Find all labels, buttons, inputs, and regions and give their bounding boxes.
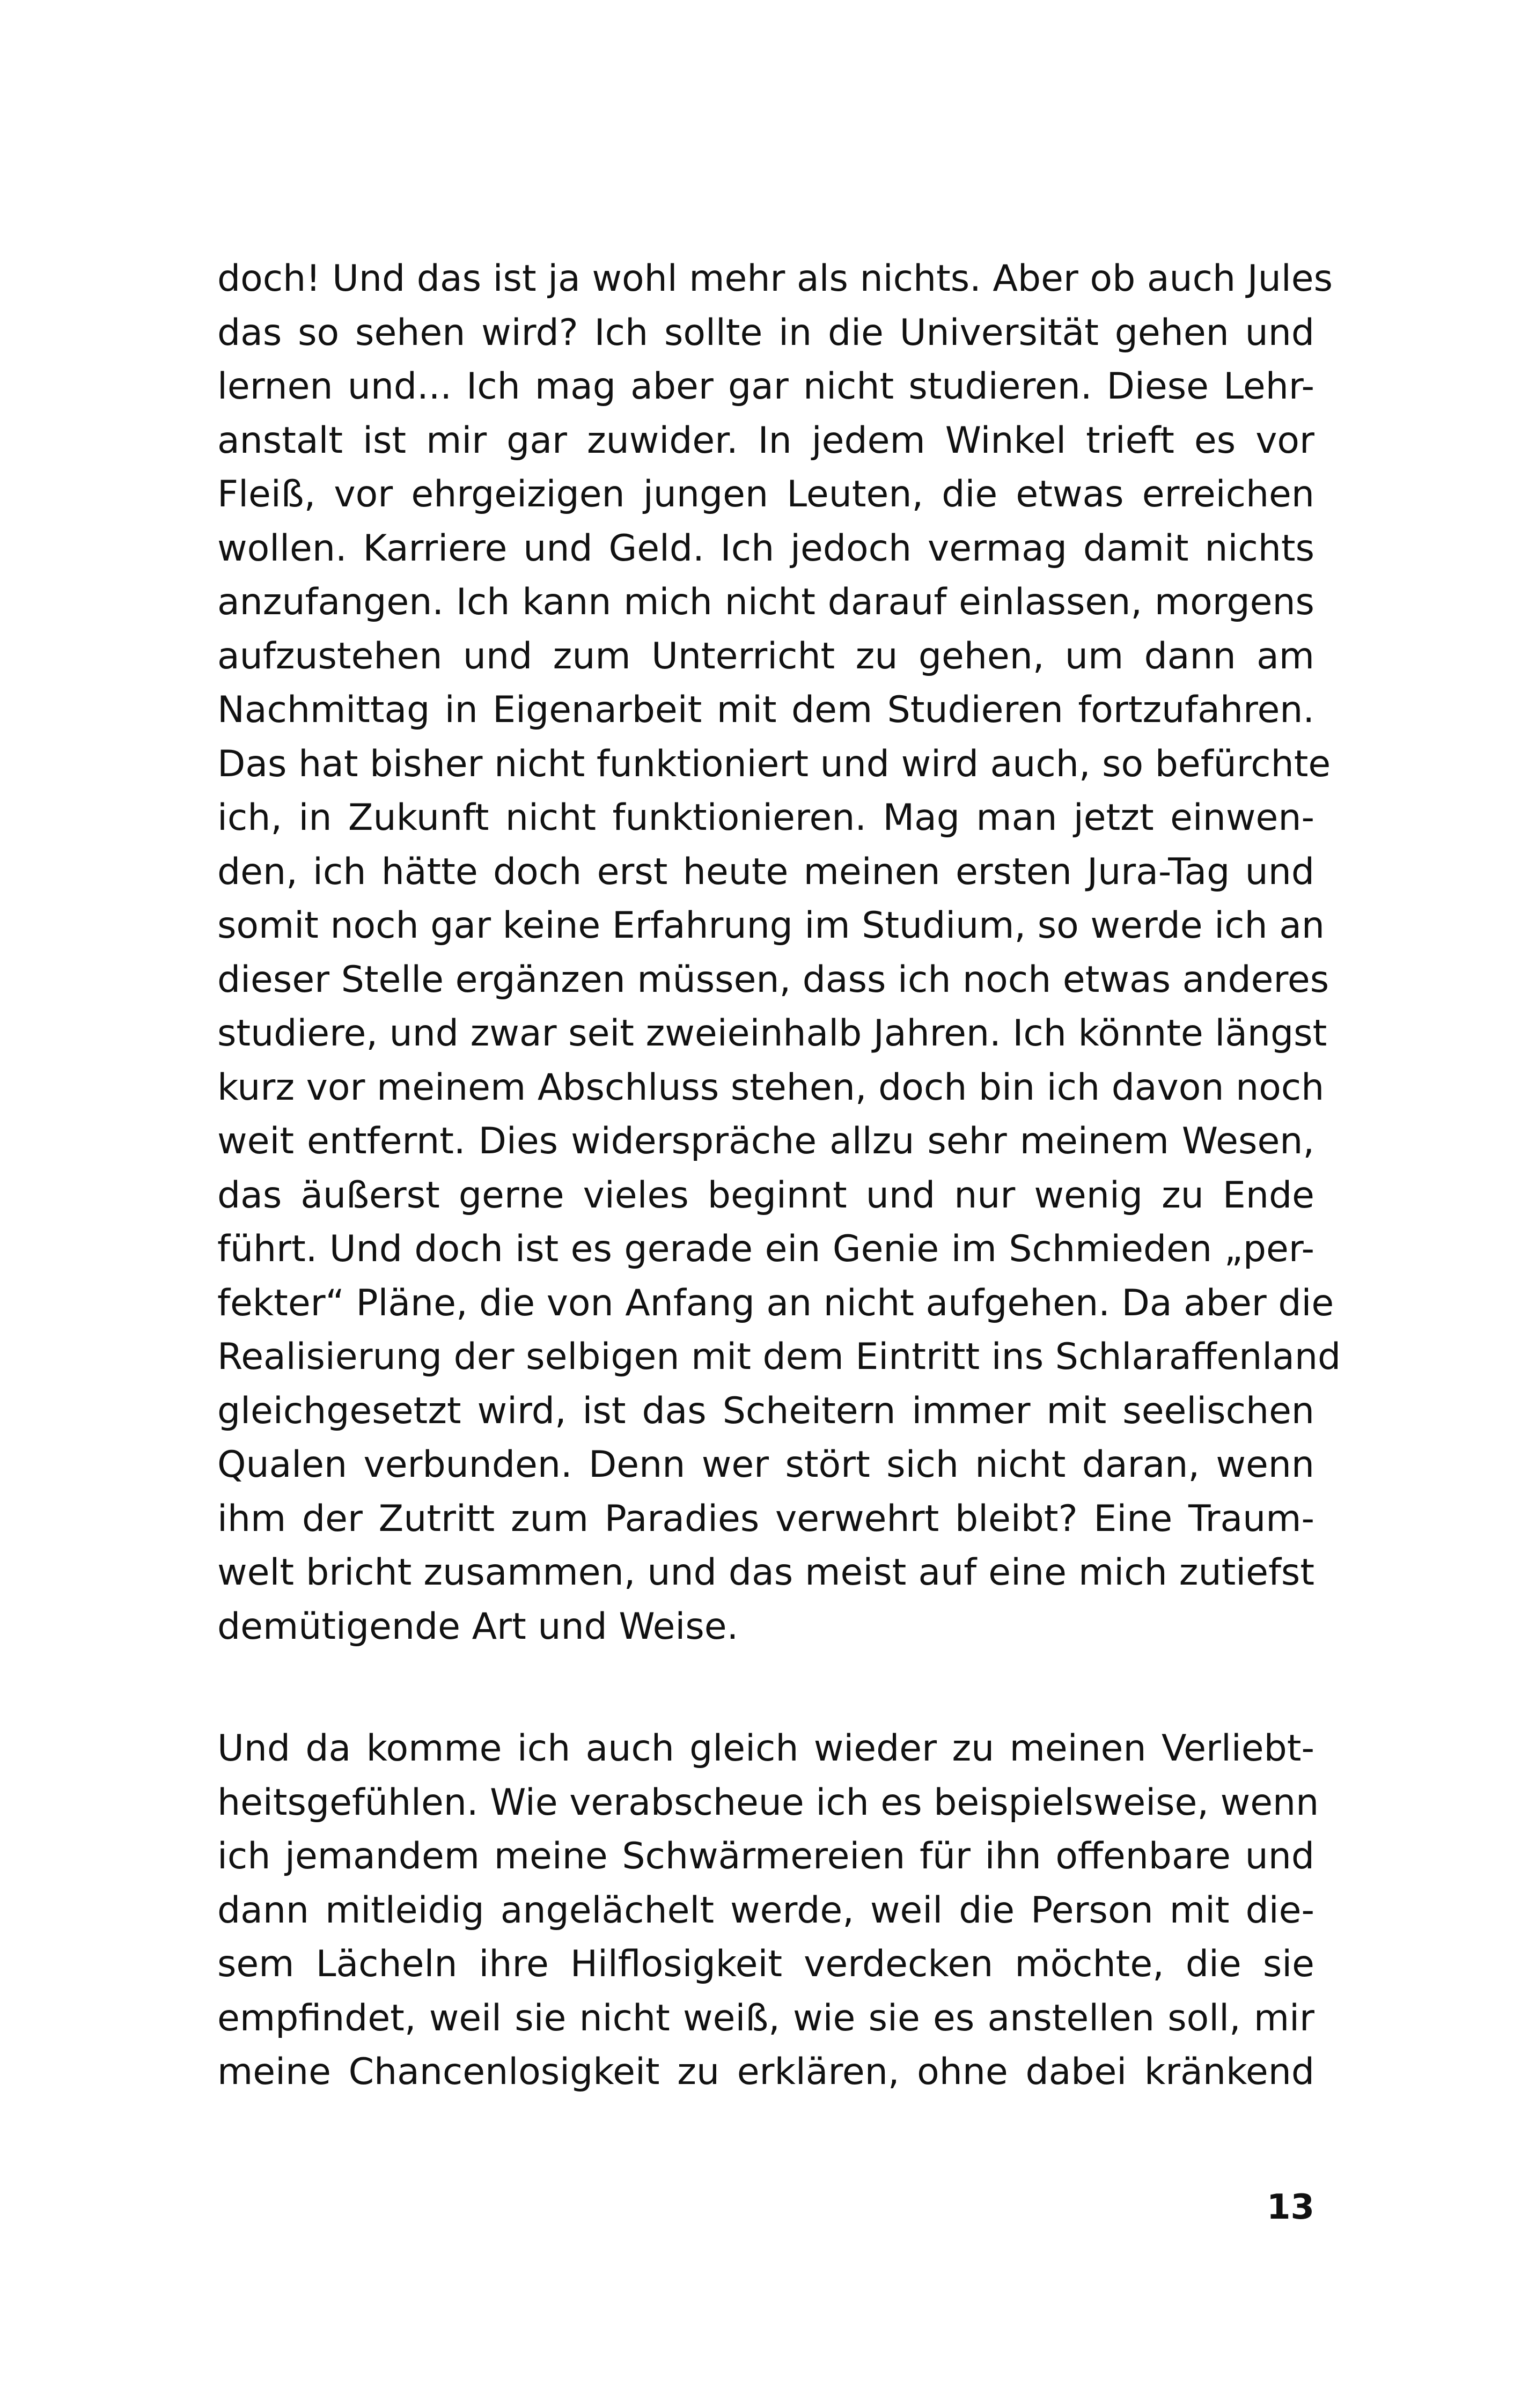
text-line: sem Lächeln ihre Hilflosigkeit verdecken möchte, die sie (217, 1943, 1314, 1985)
text-line: Realisierung der selbigen mit dem Eintritt ins Schlaraffenland (217, 1336, 1341, 1378)
text-line: gleichgesetzt wird, ist das Scheitern immer mit seelischen (217, 1389, 1314, 1432)
text-line: somit noch gar keine Erfahrung im Studium, so werde ich an (217, 904, 1325, 947)
text-line: anzufangen. Ich kann mich nicht darauf einlassen, morgens (217, 581, 1314, 623)
text-line: das äußerst gerne vieles beginnt und nur wenig zu Ende (217, 1174, 1314, 1217)
text-line: doch! Und das ist ja wohl mehr als nichts. Aber ob auch Jules (217, 257, 1333, 300)
text-line: heitsgefühlen. Wie verabscheue ich es beispielsweise, wenn (217, 1781, 1319, 1824)
text-line: anstalt ist mir gar zuwider. In jedem Winkel trieft es vor (217, 419, 1314, 462)
text-line: Das hat bisher nicht funktioniert und wird auch, so befürchte (217, 742, 1331, 785)
text-line: ich, in Zukunft nicht funktionieren. Mag man jetzt einwen- (217, 797, 1314, 839)
text-line: ihm der Zutritt zum Paradies verwehrt bleibt? Eine Traum- (217, 1497, 1314, 1540)
text-line: fekter“ Pläne, die von Anfang an nicht aufgehen. Da aber die (217, 1282, 1334, 1324)
text-line: führt. Und doch ist es gerade ein Genie im Schmieden „per- (217, 1228, 1314, 1270)
text-line: das so sehen wird? Ich sollte in die Universität gehen und (217, 311, 1314, 354)
text-line: dieser Stelle ergänzen müssen, dass ich noch etwas anderes (217, 958, 1329, 1001)
text-line: lernen und... Ich mag aber gar nicht studieren. Diese Lehr- (217, 365, 1314, 408)
text-line: meine Chancenlosigkeit zu erklären, ohne dabei kränkend (217, 2051, 1314, 2093)
text-line: studiere, und zwar seit zweieinhalb Jahren. Ich könnte längst (217, 1012, 1327, 1055)
text-line: Fleiß, vor ehrgeizigen jungen Leuten, die etwas erreichen (217, 473, 1314, 516)
text-line: kurz vor meinem Abschluss stehen, doch bin ich davon noch (217, 1066, 1325, 1109)
text-line: weit entfernt. Dies widerspräche allzu sehr meinem Wesen, (217, 1120, 1314, 1162)
text-line: wollen. Karriere und Geld. Ich jedoch vermag damit nichts (217, 527, 1314, 570)
text-line: Und da komme ich auch gleich wieder zu meinen Verliebt- (217, 1727, 1314, 1770)
text-line: ich jemandem meine Schwärmereien für ihn offenbare und (217, 1835, 1314, 1877)
text-line: den, ich hätte doch erst heute meinen ersten Jura-Tag und (217, 850, 1314, 893)
text-line: demütigende Art und Weise. (217, 1605, 739, 1648)
text-line: welt bricht zusammen, und das meist auf eine mich zutiefst (217, 1551, 1314, 1594)
text-line: Nachmittag in Eigenarbeit mit dem Studieren fortzufahren. (217, 689, 1314, 731)
text-line: dann mitleidig angelächelt werde, weil die Person mit die- (217, 1889, 1314, 1932)
text-line: empfindet, weil sie nicht weiß, wie sie es anstellen soll, mir (217, 1997, 1314, 2039)
page-number: 13 (1266, 2188, 1314, 2227)
text-line: Qualen verbunden. Denn wer stört sich nicht daran, wenn (217, 1444, 1314, 1486)
text-line: aufzustehen und zum Unterricht zu gehen, um dann am (217, 635, 1314, 678)
paragraph-1 (217, 252, 1341, 1654)
paragraph-2 (217, 1722, 1319, 2100)
